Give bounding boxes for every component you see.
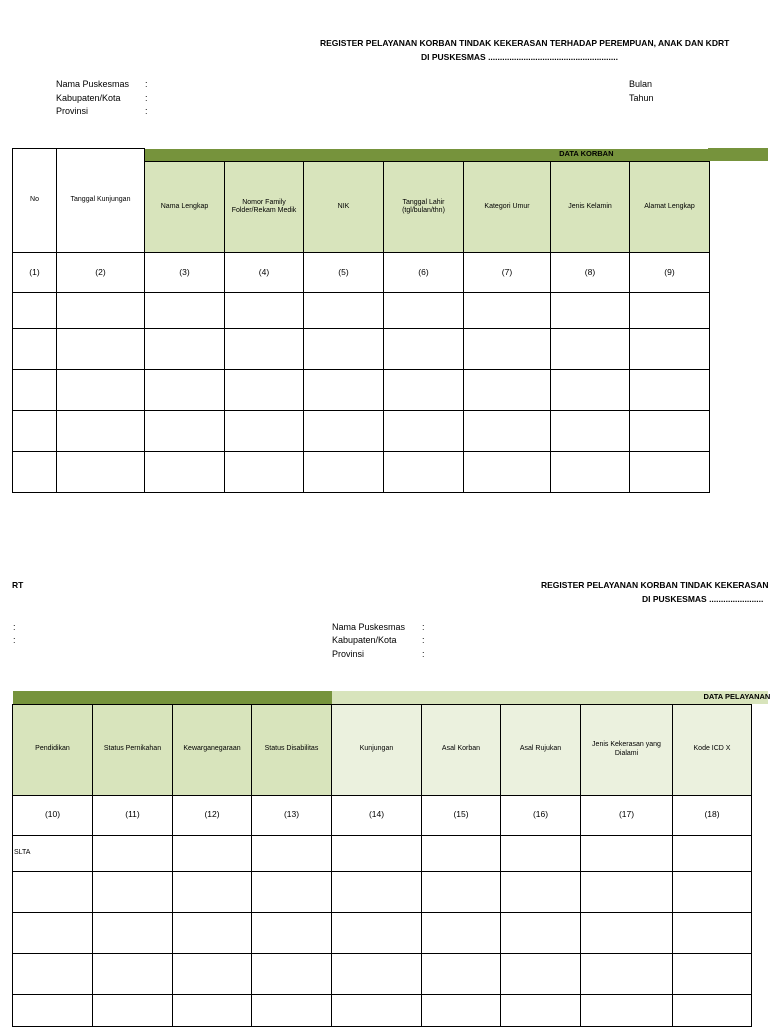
col-tanggal-lahir-header: Tanggal Lahir (tgl/bulan/thn) bbox=[384, 162, 464, 253]
table-cell[interactable] bbox=[252, 912, 332, 953]
col-number: (3) bbox=[145, 253, 225, 293]
table-row bbox=[13, 329, 710, 370]
table-cell[interactable] bbox=[225, 370, 304, 411]
table-cell[interactable] bbox=[581, 912, 673, 953]
col-jenis-kekerasan-header: Jenis Kekerasan yang Dialami bbox=[581, 704, 673, 795]
table-cell[interactable] bbox=[13, 912, 93, 953]
col-number: (1) bbox=[13, 253, 57, 293]
table-cell[interactable] bbox=[673, 912, 752, 953]
col-number: (11) bbox=[93, 795, 173, 835]
table-cell[interactable] bbox=[501, 835, 581, 871]
table-cell[interactable] bbox=[673, 994, 752, 1026]
table-cell[interactable] bbox=[501, 994, 581, 1026]
meta-colon: : bbox=[422, 622, 425, 632]
table-cell[interactable] bbox=[551, 329, 630, 370]
col-jenis-kelamin-header: Jenis Kelamin bbox=[551, 162, 630, 253]
meta-colon: : bbox=[422, 649, 425, 659]
table-cell[interactable] bbox=[551, 411, 630, 452]
table-cell[interactable] bbox=[630, 329, 710, 370]
col-number: (12) bbox=[173, 795, 252, 835]
table-row bbox=[13, 370, 710, 411]
table-cell[interactable] bbox=[57, 329, 145, 370]
table-cell[interactable] bbox=[252, 835, 332, 871]
register-title-line1-p2: REGISTER PELAYANAN KORBAN TINDAK KEKERASAN bbox=[541, 580, 768, 590]
col-kategori-umur-header: Kategori Umur bbox=[464, 162, 551, 253]
previous-page-title-fragment: RT bbox=[12, 580, 23, 590]
meta-colon: : bbox=[145, 79, 148, 89]
meta-kabupaten-label: Kabupaten/Kota bbox=[56, 93, 121, 103]
table-cell[interactable] bbox=[673, 871, 752, 912]
table-cell[interactable] bbox=[384, 370, 464, 411]
table-cell[interactable] bbox=[173, 835, 252, 871]
table-cell[interactable] bbox=[173, 912, 252, 953]
table-cell[interactable] bbox=[13, 994, 93, 1026]
table-cell[interactable] bbox=[13, 871, 93, 912]
data-pelayanan-band bbox=[332, 691, 752, 704]
table-cell[interactable] bbox=[464, 370, 551, 411]
meta-colon: : bbox=[422, 635, 425, 645]
meta-colon: : bbox=[145, 106, 148, 116]
table-cell[interactable] bbox=[464, 411, 551, 452]
register-title-line2: DI PUSKESMAS ....................................................... bbox=[421, 52, 618, 62]
meta-provinsi-label: Provinsi bbox=[56, 106, 88, 116]
col-number: (7) bbox=[464, 253, 551, 293]
table-cell[interactable] bbox=[630, 411, 710, 452]
table-cell[interactable] bbox=[13, 452, 57, 493]
meta-tahun-label: Tahun bbox=[629, 93, 654, 103]
col-number: (5) bbox=[304, 253, 384, 293]
table-cell[interactable] bbox=[93, 994, 173, 1026]
table-cell[interactable] bbox=[581, 953, 673, 994]
col-number: (2) bbox=[57, 253, 145, 293]
table-cell[interactable] bbox=[145, 370, 225, 411]
table-cell[interactable] bbox=[13, 411, 57, 452]
col-number: (15) bbox=[422, 795, 501, 835]
table-cell[interactable] bbox=[13, 370, 57, 411]
col-tanggal-kunjungan-header: Tanggal Kunjungan bbox=[57, 149, 145, 253]
table-cell[interactable] bbox=[332, 871, 422, 912]
meta-nama-puskesmas-label-p2: Nama Puskesmas bbox=[332, 622, 405, 632]
table-row bbox=[13, 411, 710, 452]
col-number: (14) bbox=[332, 795, 422, 835]
meta-bulan-label: Bulan bbox=[629, 79, 652, 89]
table-cell[interactable] bbox=[225, 411, 304, 452]
table-cell[interactable] bbox=[13, 329, 57, 370]
data-pelayanan-label: DATA PELAYANAN bbox=[704, 692, 770, 701]
table-cell[interactable] bbox=[673, 953, 752, 994]
meta-kabupaten-label-p2: Kabupaten/Kota bbox=[332, 635, 397, 645]
table-cell[interactable] bbox=[630, 293, 710, 329]
table-cell[interactable] bbox=[332, 912, 422, 953]
table-cell[interactable] bbox=[304, 452, 384, 493]
band-extension bbox=[708, 148, 768, 161]
col-number: (4) bbox=[225, 253, 304, 293]
register-title-line2-p2: DI PUSKESMAS ....................... bbox=[642, 594, 763, 604]
table-row bbox=[13, 953, 752, 994]
table-cell[interactable] bbox=[384, 411, 464, 452]
table-cell[interactable] bbox=[304, 329, 384, 370]
table-cell[interactable] bbox=[422, 912, 501, 953]
table-cell[interactable] bbox=[384, 452, 464, 493]
col-number: (10) bbox=[13, 795, 93, 835]
meta-provinsi-label-p2: Provinsi bbox=[332, 649, 364, 659]
col-kode-icd-header: Kode ICD X bbox=[673, 704, 752, 795]
table-cell[interactable] bbox=[630, 452, 710, 493]
table-cell[interactable] bbox=[225, 329, 304, 370]
table-cell[interactable] bbox=[422, 835, 501, 871]
table-cell[interactable] bbox=[93, 953, 173, 994]
table-cell[interactable] bbox=[384, 329, 464, 370]
table-cell[interactable] bbox=[145, 329, 225, 370]
col-nik-header: NIK bbox=[304, 162, 384, 253]
data-korban-band bbox=[145, 149, 710, 162]
table-row bbox=[13, 293, 710, 329]
register-table-korban bbox=[12, 148, 710, 493]
table-cell[interactable] bbox=[630, 370, 710, 411]
table-cell[interactable] bbox=[304, 293, 384, 329]
data-korban-band-continued bbox=[13, 691, 332, 704]
col-number: (9) bbox=[630, 253, 710, 293]
table-cell[interactable] bbox=[304, 370, 384, 411]
table-cell[interactable] bbox=[173, 994, 252, 1026]
table-cell[interactable] bbox=[145, 452, 225, 493]
table-cell[interactable] bbox=[225, 293, 304, 329]
table-cell[interactable] bbox=[501, 953, 581, 994]
col-number: (6) bbox=[384, 253, 464, 293]
table-row bbox=[13, 994, 752, 1026]
table-row bbox=[13, 912, 752, 953]
meta-colon: : bbox=[145, 93, 148, 103]
table-cell[interactable] bbox=[173, 871, 252, 912]
table-cell[interactable] bbox=[581, 835, 673, 871]
register-title-line1: REGISTER PELAYANAN KORBAN TINDAK KEKERASAN TERHADAP PEREMPUAN, ANAK DAN KDRT bbox=[320, 38, 708, 48]
table-cell[interactable] bbox=[581, 994, 673, 1026]
col-nama-lengkap-header: Nama Lengkap bbox=[145, 162, 225, 253]
table-row bbox=[13, 452, 710, 493]
col-kunjungan-header: Kunjungan bbox=[332, 704, 422, 795]
table-cell[interactable] bbox=[581, 871, 673, 912]
table-cell[interactable] bbox=[173, 953, 252, 994]
table-cell[interactable] bbox=[501, 912, 581, 953]
table-cell[interactable] bbox=[93, 871, 173, 912]
table-cell[interactable] bbox=[252, 953, 332, 994]
table-cell[interactable] bbox=[13, 293, 57, 329]
meta-colon: : bbox=[13, 635, 16, 645]
table-cell[interactable] bbox=[673, 835, 752, 871]
data-korban-label: DATA KORBAN bbox=[559, 149, 613, 158]
meta-colon: : bbox=[13, 622, 16, 632]
table-cell[interactable] bbox=[252, 871, 332, 912]
table-row bbox=[13, 835, 752, 871]
table-cell[interactable] bbox=[551, 452, 630, 493]
table-cell[interactable] bbox=[145, 293, 225, 329]
table-cell[interactable] bbox=[225, 452, 304, 493]
col-number: (16) bbox=[501, 795, 581, 835]
meta-nama-puskesmas-label: Nama Puskesmas bbox=[56, 79, 129, 89]
col-number: (8) bbox=[551, 253, 630, 293]
table-cell[interactable] bbox=[145, 411, 225, 452]
col-asal-korban-header: Asal Korban bbox=[422, 704, 501, 795]
table-cell[interactable] bbox=[332, 953, 422, 994]
col-asal-rujukan-header: Asal Rujukan bbox=[501, 704, 581, 795]
table-cell[interactable] bbox=[252, 994, 332, 1026]
table-cell[interactable] bbox=[422, 871, 501, 912]
col-number: (17) bbox=[581, 795, 673, 835]
table-cell[interactable] bbox=[384, 293, 464, 329]
table-cell[interactable] bbox=[332, 835, 422, 871]
table-cell[interactable] bbox=[13, 953, 93, 994]
col-kewarganegaraan-header: Kewarganegaraan bbox=[173, 704, 252, 795]
table-cell[interactable] bbox=[464, 293, 551, 329]
table-cell[interactable] bbox=[304, 411, 384, 452]
table-cell[interactable] bbox=[464, 452, 551, 493]
col-no-header: No bbox=[13, 149, 57, 253]
table-cell[interactable] bbox=[464, 329, 551, 370]
table-cell[interactable] bbox=[93, 912, 173, 953]
col-number: (13) bbox=[252, 795, 332, 835]
table-cell[interactable] bbox=[551, 293, 630, 329]
table-cell[interactable] bbox=[57, 370, 145, 411]
table-cell[interactable] bbox=[57, 411, 145, 452]
table-cell[interactable] bbox=[551, 370, 630, 411]
col-alamat-lengkap-header: Alamat Lengkap bbox=[630, 162, 710, 253]
table-cell-pendidikan[interactable]: SLTA bbox=[13, 835, 93, 871]
col-pendidikan-header: Pendidikan bbox=[13, 704, 93, 795]
table-row bbox=[13, 871, 752, 912]
col-number: (18) bbox=[673, 795, 752, 835]
table-cell[interactable] bbox=[57, 293, 145, 329]
col-status-pernikahan-header: Status Pernikahan bbox=[93, 704, 173, 795]
table-cell[interactable] bbox=[422, 953, 501, 994]
table-cell[interactable] bbox=[57, 452, 145, 493]
table-cell[interactable] bbox=[332, 994, 422, 1026]
col-nomor-family-folder-header: Nomor Family Folder/Rekam Medik bbox=[225, 162, 304, 253]
register-table-pelayanan bbox=[12, 691, 752, 1027]
table-cell[interactable] bbox=[422, 994, 501, 1026]
col-status-disabilitas-header: Status Disabilitas bbox=[252, 704, 332, 795]
table-cell[interactable] bbox=[501, 871, 581, 912]
table-cell[interactable] bbox=[93, 835, 173, 871]
